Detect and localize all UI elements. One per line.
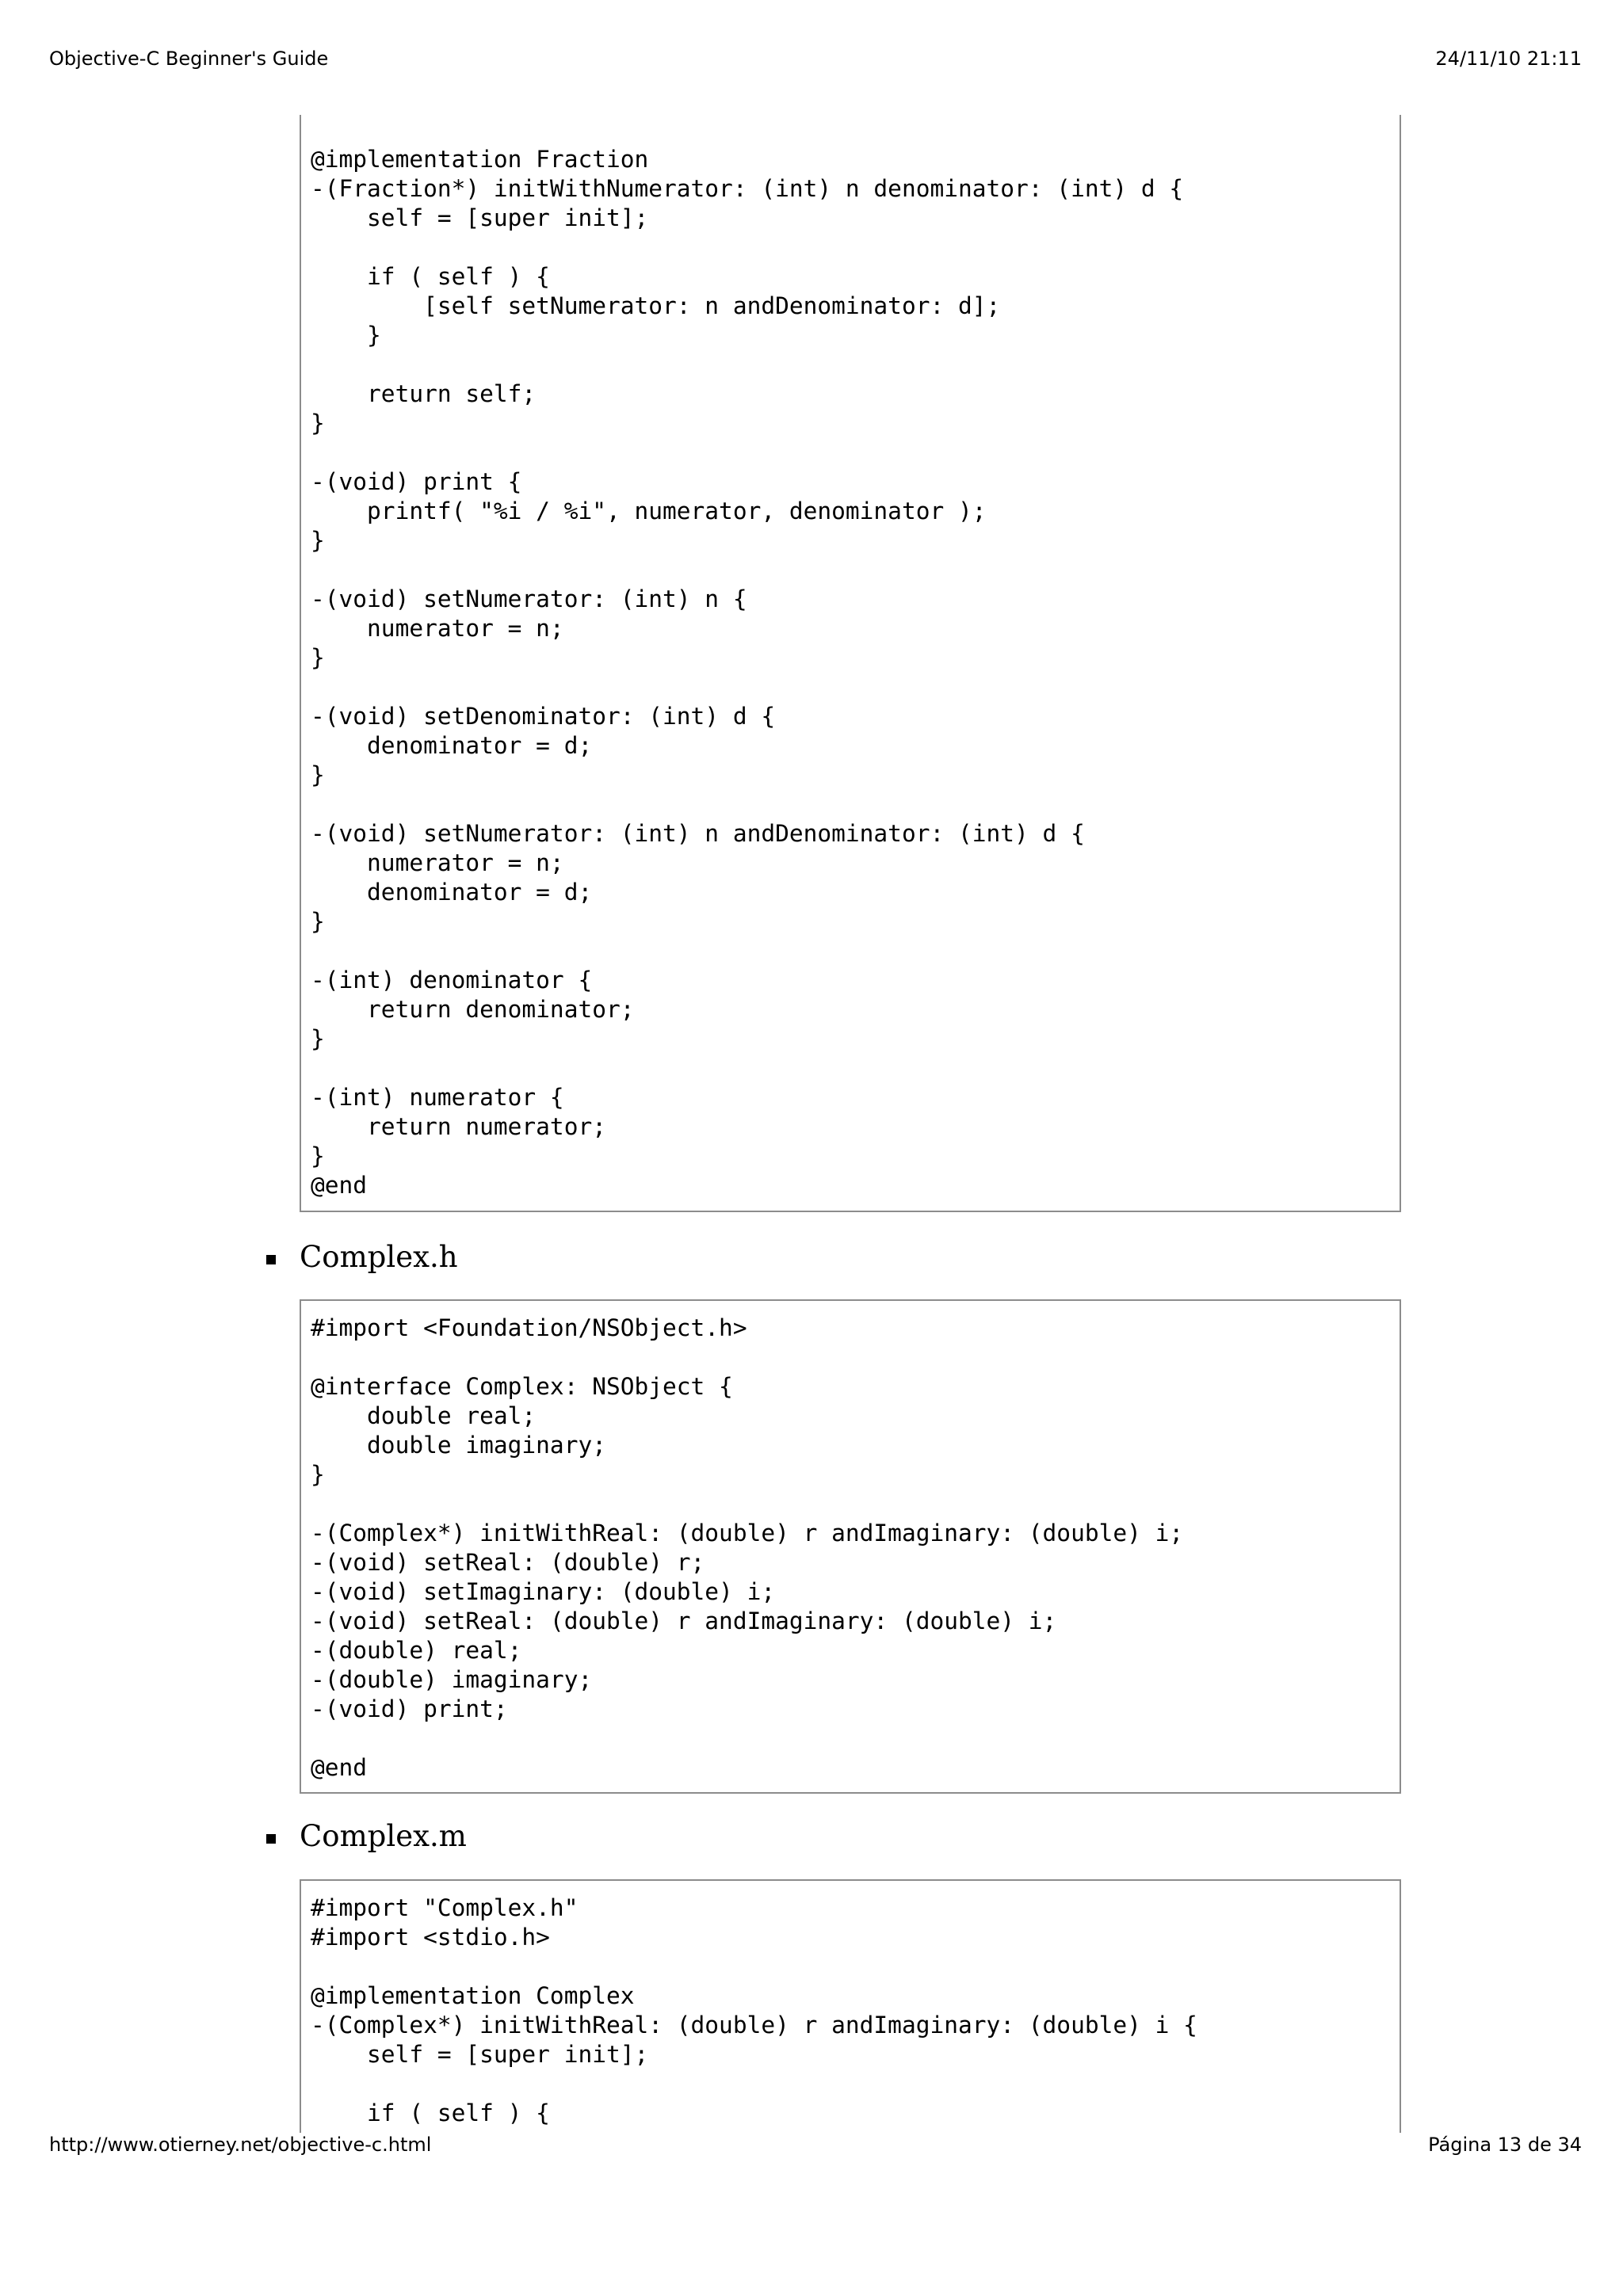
code-line [311, 350, 1400, 379]
code-line: -(Complex*) initWithReal: (double) r andImaginary: (double) i { [311, 2012, 1197, 2039]
code-line: double imaginary; [311, 1432, 606, 1459]
code-line: double real; [311, 1402, 537, 1429]
code-line: self = [super init]; [311, 204, 649, 231]
list-item-label: Complex.h [300, 1240, 458, 1274]
code-line: } [311, 644, 325, 671]
square-bullet-icon [266, 1834, 276, 1844]
code-line: #import <Foundation/NSObject.h> [311, 1314, 747, 1341]
code-line: -(void) setNumerator: (int) n { [311, 585, 747, 612]
page-number: Página 13 de 34 [1428, 2134, 1582, 2156]
code-line: -(void) print; [311, 1695, 508, 1722]
code-line: -(Complex*) initWithReal: (double) r andImaginary: (double) i; [311, 1520, 1184, 1547]
code-line [311, 1489, 1400, 1519]
code-line: } [311, 410, 325, 437]
code-line [311, 1952, 1400, 1981]
code-line: @implementation Fraction [311, 146, 649, 173]
code-line: -(Fraction*) initWithNumerator: (int) n denominator: (int) d { [311, 175, 1184, 202]
code-line: -(int) numerator { [311, 1084, 564, 1111]
code-line [311, 1054, 1400, 1083]
code-line [311, 438, 1400, 467]
print-datetime: 24/11/10 21:11 [1435, 48, 1582, 70]
code-line: @end [311, 1754, 368, 1781]
code-line: self = [super init]; [311, 2041, 649, 2068]
code-line [311, 936, 1400, 966]
code-line [311, 1343, 1400, 1372]
code-line: @implementation Complex [311, 1982, 635, 2009]
code-line [311, 790, 1400, 819]
code-line: -(void) setNumerator: (int) n andDenominator: (int) d { [311, 820, 1085, 847]
document-title: Objective-C Beginner's Guide [49, 48, 329, 70]
page-url: http://www.otierney.net/objective-c.html [49, 2134, 432, 2156]
code-line: return denominator; [311, 996, 635, 1023]
code-line: } [311, 1461, 325, 1488]
code-line [311, 1724, 1400, 1753]
code-line [311, 555, 1400, 585]
code-line: } [311, 322, 381, 349]
code-line: @end [311, 1172, 368, 1199]
code-line: -(void) setReal: (double) r; [311, 1549, 705, 1576]
code-line [311, 673, 1400, 702]
code-line: -(void) setReal: (double) r andImaginary: (double) i; [311, 1608, 1057, 1634]
code-line: -(int) denominator { [311, 967, 593, 994]
code-line: } [311, 908, 325, 935]
code-line: -(void) print { [311, 468, 522, 495]
code-line: } [311, 1142, 325, 1169]
code-line: @interface Complex: NSObject { [311, 1373, 733, 1400]
code-block-complex-h [300, 1299, 1401, 1794]
code-line: denominator = d; [311, 879, 593, 906]
code-line: -(double) imaginary; [311, 1666, 593, 1693]
code-line: numerator = n; [311, 615, 564, 642]
code-block-fraction-m [300, 115, 1401, 1212]
code-line: numerator = n; [311, 849, 564, 876]
code-line: } [311, 761, 325, 788]
code-line: -(void) setDenominator: (int) d { [311, 703, 776, 730]
code-line: #import <stdio.h> [311, 1924, 550, 1951]
code-line: } [311, 527, 325, 554]
code-line [311, 233, 1400, 262]
square-bullet-icon [266, 1255, 276, 1264]
code-line: -(void) setImaginary: (double) i; [311, 1578, 776, 1605]
code-line: #import "Complex.h" [311, 1894, 579, 1921]
list-item-label: Complex.m [300, 1819, 467, 1853]
code-line: if ( self ) { [311, 2100, 550, 2126]
code-line [311, 2069, 1400, 2099]
code-line: if ( self ) { [311, 263, 550, 290]
code-line: return numerator; [311, 1113, 606, 1140]
code-line: } [311, 1025, 325, 1052]
code-line: printf( "%i / %i", numerator, denominator ); [311, 498, 987, 524]
code-line: [self setNumerator: n andDenominator: d]; [311, 292, 1001, 319]
code-block-complex-m [300, 1879, 1401, 2133]
code-line: -(double) real; [311, 1637, 522, 1664]
code-line: return self; [311, 380, 537, 407]
code-line: denominator = d; [311, 732, 593, 759]
